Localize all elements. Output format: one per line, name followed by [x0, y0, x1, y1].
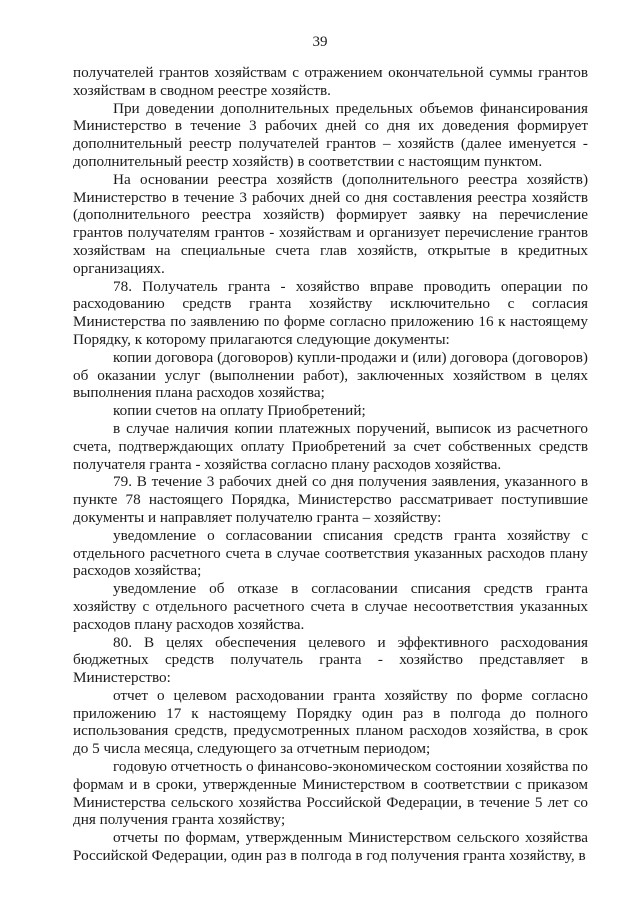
- paragraph: отчеты по формам, утвержденным Министерством сельского хозяйства Российской Федерации, один раз в полгода в год получения гранта хозяйству, в: [73, 829, 588, 865]
- paragraph: уведомление о согласовании списания средств гранта хозяйству с отдельного расчетного счета в случае соответствия указанных расходов плану расходов хозяйства;: [73, 526, 588, 580]
- document-body: [73, 64, 588, 865]
- paragraph: в случае наличия копии платежных поручений, выписок из расчетного счета, подтверждающих оплату Приобретений за счет собственных средств получателя гранта - хозяйства согласно плану расходов хозяйства.: [73, 419, 588, 473]
- paragraph: 80. В целях обеспечения целевого и эффективного расходования бюджетных средств получатель гранта - хозяйство представляет в Министерство:: [73, 633, 588, 687]
- paragraph: отчет о целевом расходовании гранта хозяйству по форме согласно приложению 17 к настоящему Порядку один раз в полгода до полного использования средств, предусмотренных планом расходов хозяйства, в срок до 5 числа месяца, следующего за отчетным периодом;: [73, 686, 588, 758]
- paragraph: уведомление об отказе в согласовании списания средств гранта хозяйству с отдельного расчетного счета в случае несоответствия указанных расходов плану расходов хозяйства.: [73, 580, 588, 633]
- paragraph: получателей грантов хозяйствам с отражением окончательной суммы грантов хозяйствам в сводном реестре хозяйств.: [73, 64, 588, 99]
- paragraph: копии договора (договоров) купли-продажи и (или) договора (договоров) об оказании услуг (выполнении работ), заключенных хозяйством в целях выполнения плана расходов хозяйства;: [73, 348, 588, 402]
- paragraph: На основании реестра хозяйств (дополнительного реестра хозяйств) Министерство в течение 3 рабочих дней со дня составления реестра хозяйств (дополнительного реестра хозяйств) формирует заявку на перечисление грантов получателям грантов - хозяйствам и организует перечисление грантов хозяйствам на специальные счета глав хозяйств, открытые в кредитных организациях.: [73, 170, 588, 277]
- page-number: 39: [312, 34, 328, 50]
- paragraph: годовую отчетность о финансово-экономическом состоянии хозяйства по формам и в сроки, утвержденные Министерством в соответствии с приказом Министерства сельского хозяйства Российской Федерации, в течение 5 лет со дня получения гранта хозяйству;: [73, 758, 588, 829]
- paragraph: При доведении дополнительных предельных объемов финансирования Министерство в течение 3 рабочих дней со дня их доведения формирует дополнительный реестр получателей грантов – хозяйств (далее именуется - дополнительный реестр хозяйств) в соответствии с настоящим пунктом.: [73, 99, 588, 170]
- paragraph: 79. В течение 3 рабочих дней со дня получения заявления, указанного в пункте 78 настоящего Порядка, Министерство рассматривает поступившие документы и направляет получателю гранта – хозяйству:: [73, 473, 588, 526]
- paragraph: 78. Получатель гранта - хозяйство вправе проводить операции по расходованию средств гранта хозяйству исключительно с согласия Министерства по заявлению по форме согласно приложению 16 к настоящему Порядку, к которому прилагаются следующие документы:: [73, 277, 588, 348]
- paragraph: копии счетов на оплату Приобретений;: [113, 402, 366, 420]
